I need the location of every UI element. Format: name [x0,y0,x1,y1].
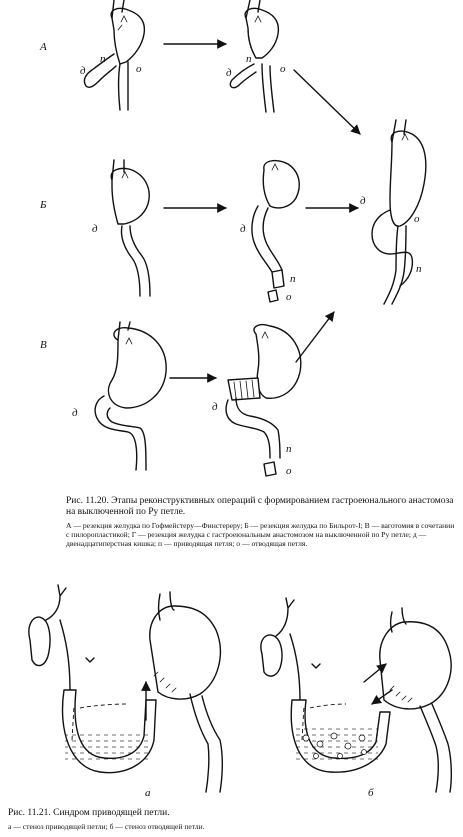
label-o-result: о [414,213,420,225]
gallbladder-b [261,635,282,676]
figure2-caption-body: а — стеноз приводящей петли; б — стеноз отводящей петли. [8,822,205,831]
label-d-a2: д [226,67,232,79]
row-label-a: А [40,41,47,53]
label-o-a1: о [136,63,142,75]
arrow-v2 [296,312,334,362]
row-label-c: В [40,339,47,351]
label-o-b2: о [286,291,292,303]
figure1-caption-body: А — резекция желудка по Гофмейстеру—Финстереру; Б — резекция желудка по Бильрот-I; В — ваготомия в сочетании с пилоропластикой; Г — резекция желудка с гастроеюнальным анастомозом на выключенной по Ру петле; д — двенадцатиперстная кишка; п — приводящая петля; о — отводящая петля. [66,521,455,549]
label-d-b1: д [92,223,98,235]
label-o-a2: о [280,63,286,75]
label-p-result: п [416,263,422,275]
figure1-labels [39,41,422,477]
label-p-a2: п [246,53,252,65]
arrow-a2 [294,70,360,134]
gallbladder-a [29,617,50,665]
label-p-a1: п [100,53,106,65]
row-label-b: Б [40,199,47,211]
stomach-b [380,622,451,709]
row-a-stage2-drawing [230,0,278,112]
panel-a-drawing [29,585,222,792]
label-o-v2: о [286,465,292,477]
label-d-v1: д [72,407,78,419]
figure1-caption-title: Рис. 11.20. Этапы реконструктивных операций с формированием гастроеюнального анастомоза на выключенной по Ру петле. [66,496,454,517]
label-p-v2: п [286,443,292,455]
row-a-stage1-drawing [84,0,144,110]
row-b-stage1-drawing [111,160,150,296]
panel-label-b: б [368,787,374,799]
panel-label-a: а [145,787,151,799]
label-d-b2: д [240,223,246,235]
label-d-result: д [360,195,366,207]
row-v-stage1-drawing [95,322,166,470]
fluid-level-b [294,726,378,764]
label-d-v2: д [212,401,218,413]
panel-b-drawing [261,598,451,792]
roux-result-drawing [372,120,426,304]
fluid-level-a [65,730,151,764]
label-p-b2: п [290,273,296,285]
label-d-a1: д [80,65,86,77]
figure2-caption-title: Рис. 11.21. Синдром приводящей петли. [8,808,170,818]
